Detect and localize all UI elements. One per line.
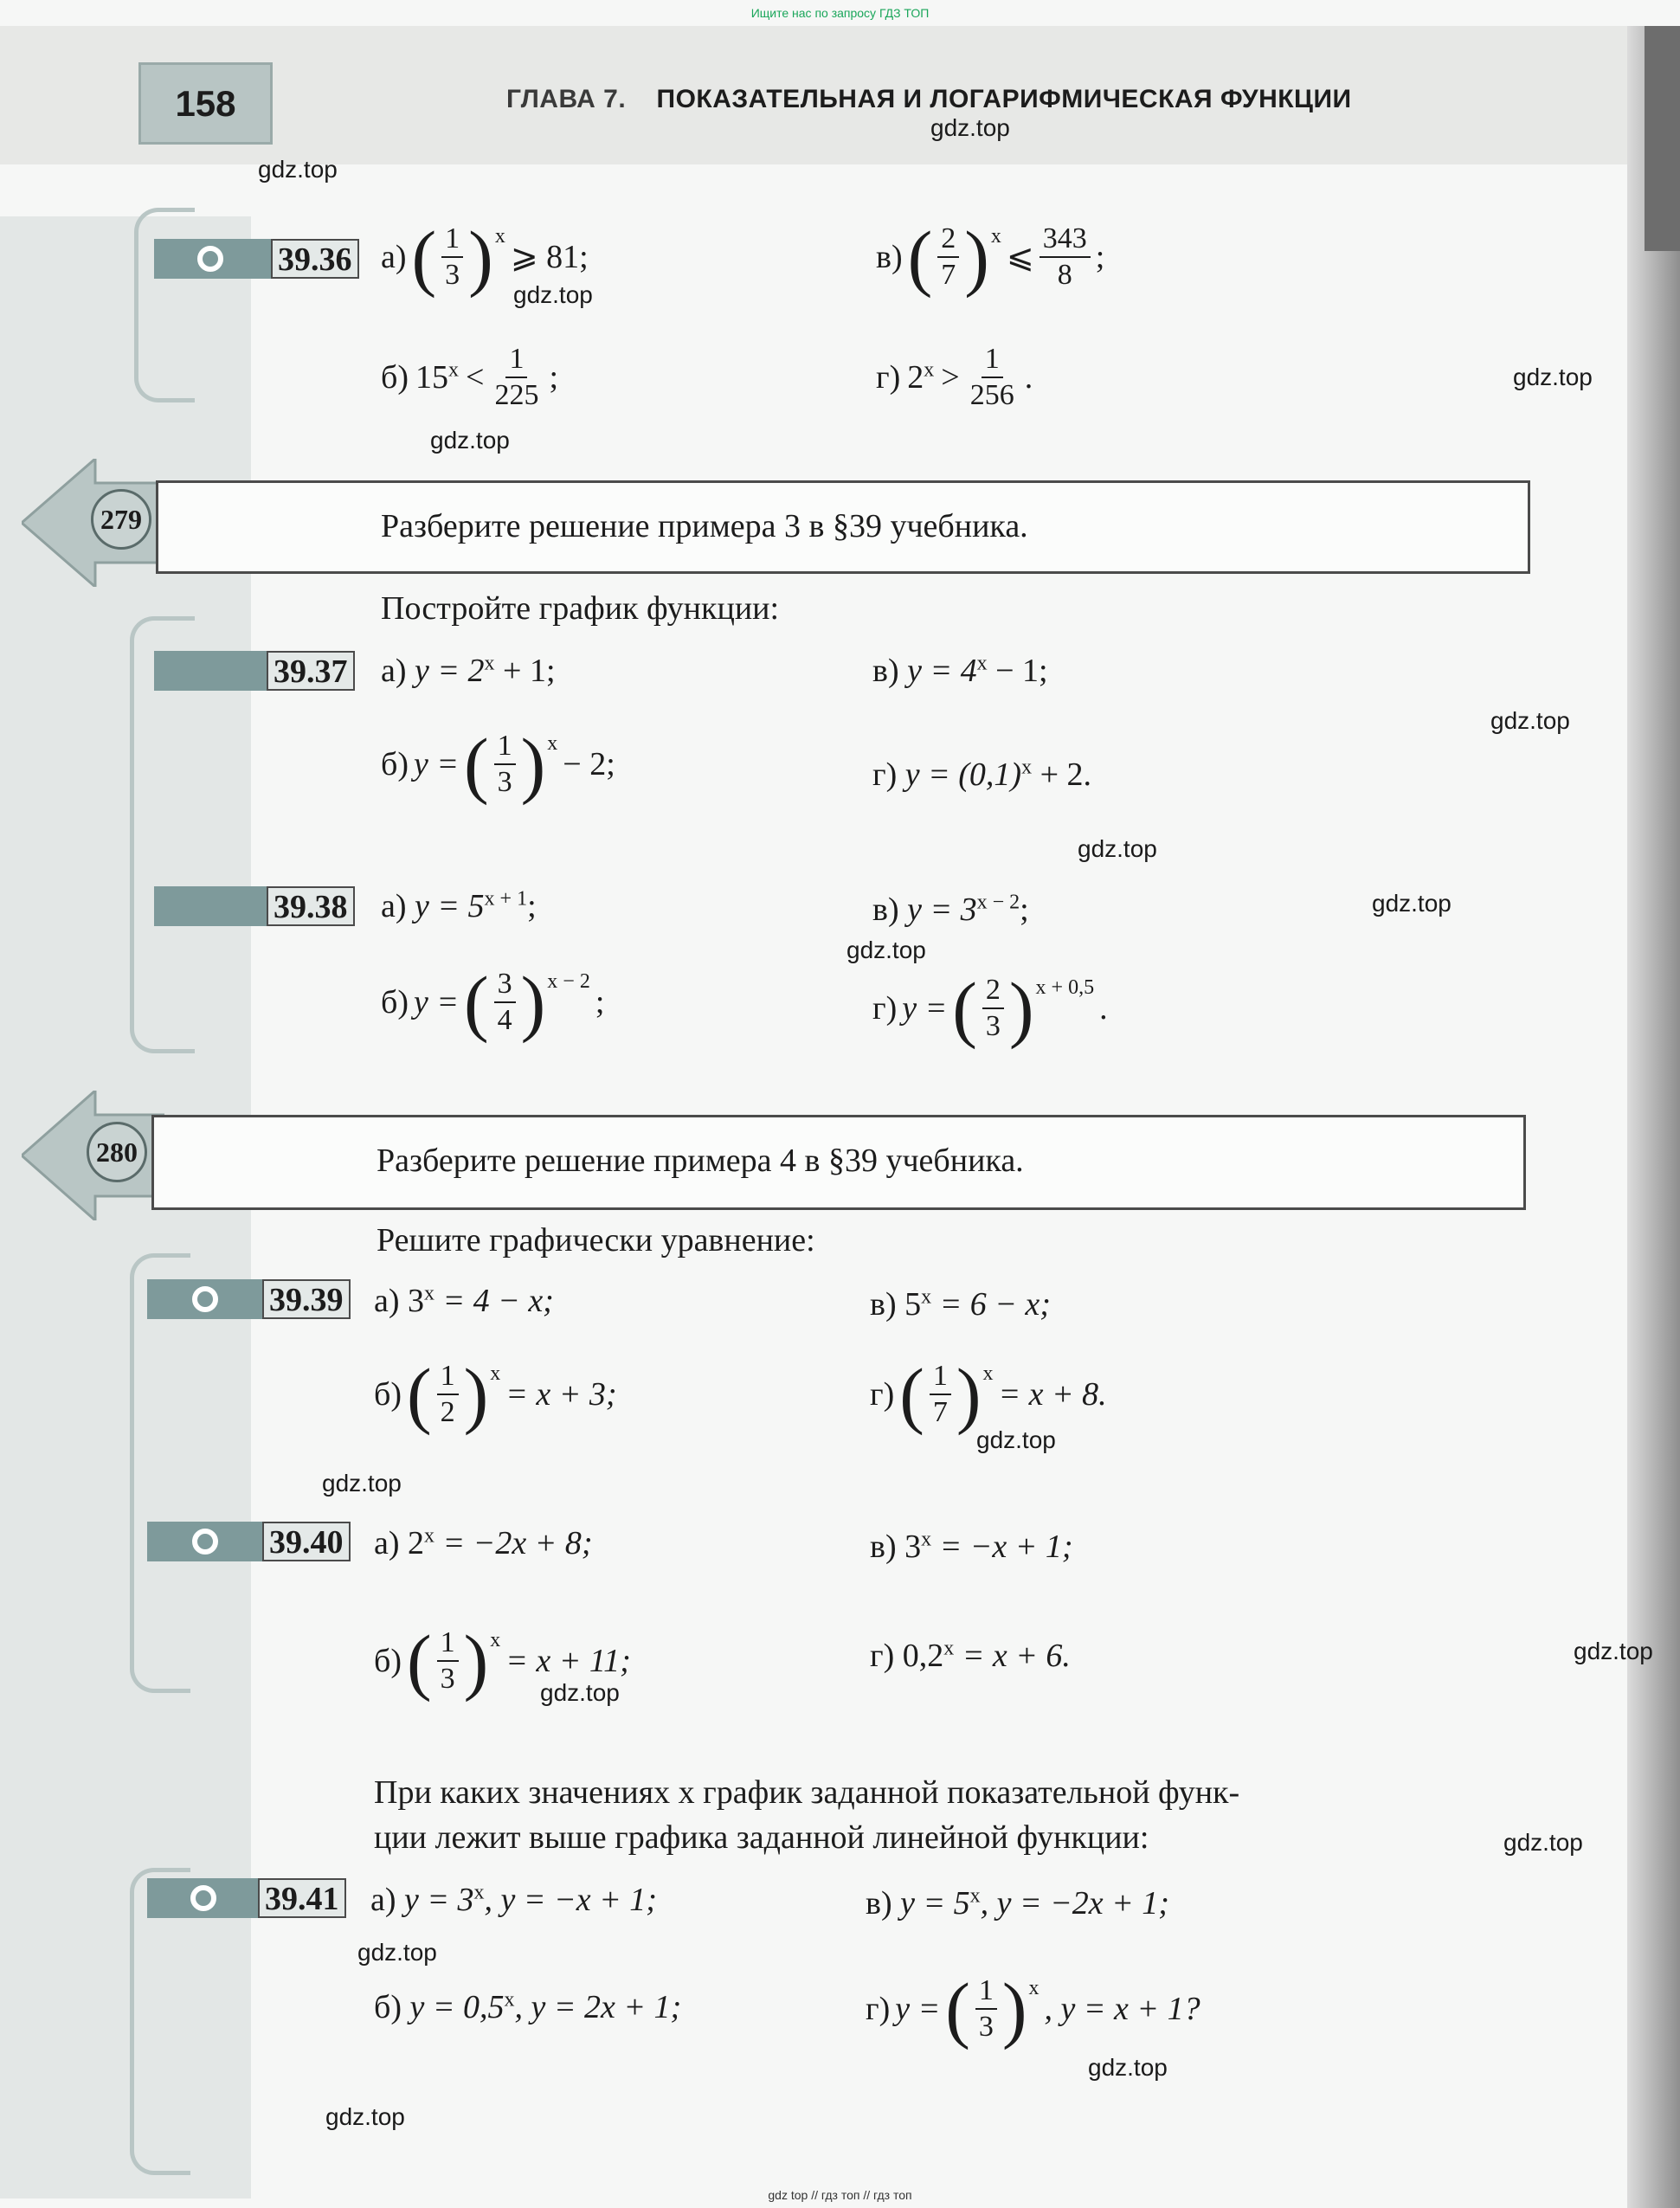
page-edge-dark [1645, 26, 1680, 251]
instruction: При каких значениях x график заданной показательной функ- [374, 1774, 1240, 1811]
expression: + 1; [494, 653, 556, 689]
item-label: в) [870, 1286, 897, 1323]
exponent: x [473, 1881, 485, 1904]
expression: = 4 − x; [434, 1283, 554, 1319]
expression: y = [895, 1991, 941, 2027]
item-label: б) [374, 1376, 402, 1413]
expression: , y = −x + 1; [484, 1882, 657, 1918]
exercise-3939-a [374, 1281, 554, 1321]
expression: = x + 8. [998, 1376, 1107, 1413]
exercise-number: 39.40 [262, 1522, 351, 1561]
item-label: г) [870, 1376, 895, 1413]
exercise-3940-v [870, 1527, 1073, 1567]
watermark: gdz.top [322, 1470, 402, 1497]
fraction-numerator: 3 [494, 967, 516, 1003]
watermark: gdz.top [513, 281, 593, 308]
fraction-denominator: 4 [497, 1004, 512, 1036]
watermark: gdz.top [325, 2103, 405, 2130]
expression: = x + 3; [505, 1376, 617, 1413]
exercise-number: 39.38 [267, 886, 355, 926]
search-banner: Ищите нас по запросу ГДЗ ТОП [750, 6, 930, 20]
exercise-number: 39.37 [267, 651, 355, 691]
expression: y = [414, 984, 460, 1020]
instruction: Решите графически уравнение: [377, 1222, 815, 1258]
fraction-denominator: 2 [440, 1396, 455, 1428]
watermark: gdz.top [1513, 364, 1593, 390]
item-label: в) [866, 1885, 892, 1922]
fraction-numerator: 1 [975, 1973, 997, 2010]
expression: , y = −2x + 1; [980, 1885, 1169, 1922]
section-badge: 280 [87, 1122, 147, 1182]
exercise-3941-v [866, 1883, 1169, 1923]
punctuation: ; [1095, 239, 1105, 275]
instruction: Постройте график функции: [381, 590, 780, 627]
expression: ; [527, 888, 537, 924]
fraction-denominator: 3 [497, 766, 512, 798]
exercise-3940-a [374, 1523, 592, 1563]
expression: y = 0,5 [409, 1989, 505, 2025]
expression: y = [414, 746, 460, 782]
expression: y = (0,1) [904, 756, 1022, 793]
fraction-denominator: 3 [445, 259, 460, 291]
expression: , y = 2x + 1; [514, 1989, 682, 2025]
watermark: gdz.top [976, 1426, 1056, 1453]
chapter-label: ГЛАВА 7. [506, 85, 627, 113]
exponent: x [424, 1282, 435, 1305]
exponent: x [976, 652, 988, 675]
fraction-numerator: 2 [982, 973, 1004, 1009]
exponent: x − 2 [976, 891, 1020, 914]
expression: = 6 − x; [931, 1286, 1051, 1323]
expression: . [1099, 990, 1108, 1027]
exponent: x [504, 1988, 515, 2012]
exercise-3939-g: г) ( $\frac{1}{7}$ ) x = x + 8. [870, 1353, 1107, 1436]
watermark: gdz.top [357, 1939, 437, 1966]
fraction-denominator: 7 [932, 1396, 948, 1428]
chapter-heading [506, 85, 1352, 114]
item-label: г) [872, 990, 898, 1027]
expression: y = 5 [900, 1885, 970, 1922]
watermark: gdz.top [1490, 707, 1570, 734]
exercise-bar [154, 651, 267, 691]
punctuation: . [1024, 359, 1033, 396]
exercise-number: 39.41 [258, 1878, 346, 1918]
watermark: gdz.top [1078, 835, 1157, 862]
watermark: gdz.top [1372, 890, 1451, 917]
item-label: а) [381, 888, 407, 924]
item-label: а) [374, 1525, 400, 1561]
fraction-numerator: 343 [1040, 222, 1091, 258]
fraction-denominator: 225 [494, 379, 539, 411]
item-label: в) [872, 892, 899, 928]
expression: 5 [904, 1286, 922, 1323]
exponent: x + 1 [484, 887, 528, 911]
exponent: x [1021, 756, 1033, 779]
exponent: x [921, 1528, 932, 1551]
exercise-3936-v: в) ( $\frac{2}{7}$ ) x ⩽ $\frac{343}{8}$ ; [876, 216, 1105, 299]
expression: = −2x + 8; [434, 1525, 593, 1561]
item-label: а) [370, 1882, 396, 1918]
expression: 0,2 [902, 1638, 944, 1674]
base: 15 [415, 359, 448, 396]
exercise-3937-a [381, 651, 556, 691]
fraction-numerator: 1 [437, 1625, 459, 1662]
expression: y = [902, 990, 948, 1027]
exercise-3939-b: б) ( $\frac{1}{2}$ ) x = x + 3; [374, 1353, 617, 1436]
expression: = −x + 1; [931, 1529, 1073, 1565]
chapter-title: ПОКАЗАТЕЛЬНАЯ И ЛОГАРИФМИЧЕСКАЯ ФУНКЦИИ [656, 85, 1352, 113]
watermark: gdz.top [1088, 2054, 1168, 2081]
instruction: ции лежит выше графика заданной линейной функции: [374, 1819, 1149, 1856]
section-badge: 279 [91, 489, 151, 550]
fraction-denominator: 3 [985, 1010, 1001, 1042]
exponent: x [424, 1524, 435, 1548]
page-number: 158 [175, 83, 236, 124]
item-label: б) [381, 984, 409, 1020]
exercise-3937-g [872, 755, 1091, 795]
relation: < [466, 359, 485, 396]
inequality-rhs: ⩾ 81; [510, 239, 589, 275]
item-label: в) [872, 653, 899, 689]
fraction-numerator: 1 [505, 342, 527, 378]
expression: ; [1020, 892, 1029, 928]
item-label: б) [374, 1989, 402, 2025]
exponent: x [484, 652, 495, 675]
base: 2 [907, 359, 924, 396]
exercise-3939-v [870, 1284, 1051, 1324]
fraction-numerator: 1 [441, 222, 463, 258]
item-label: б) [374, 1643, 402, 1679]
fraction-numerator: 2 [937, 222, 959, 258]
relation: > [941, 359, 960, 396]
expression: y = 3 [907, 892, 977, 928]
exercise-3938-a [381, 886, 537, 926]
item-label: г) [876, 359, 901, 396]
exponent: x [969, 1884, 981, 1908]
item-label: а) [374, 1283, 400, 1319]
section-text: Разберите решение примера 4 в §39 учебника. [377, 1143, 1024, 1179]
expression: = x + 6. [954, 1638, 1071, 1674]
circle-marker-icon [192, 1286, 218, 1312]
item-label: б) [381, 746, 409, 782]
relation: ⩽ [1006, 239, 1034, 275]
exercise-3937-b: б) y = ( $\frac{1}{3}$ ) x − 2; [381, 723, 615, 806]
exercise-bar [154, 886, 267, 926]
group-bracket [134, 208, 195, 402]
expression: 3 [904, 1529, 922, 1565]
fraction-denominator: 8 [1057, 259, 1072, 291]
expression: y = 2 [415, 653, 485, 689]
exercise-3940-g [870, 1636, 1071, 1676]
exercise-3938-g: г) y = ( $\frac{2}{3}$ ) x + 0,5 . [872, 967, 1108, 1050]
watermark: gdz.top [930, 114, 1010, 141]
exercise-3936-b [381, 342, 558, 413]
exercise-3941-b [374, 1987, 681, 2027]
expression: = x + 11; [505, 1643, 631, 1679]
exercise-number: 39.36 [271, 239, 359, 279]
exercise-3938-v [872, 890, 1029, 930]
fraction-numerator: 1 [982, 342, 1003, 378]
watermark: gdz.top [846, 937, 926, 963]
exercise-3936-a: а) ( $\frac{1}{3}$ ) x ⩾ 81; [381, 216, 589, 299]
expression: 3 [408, 1283, 425, 1319]
watermark: gdz.top [258, 156, 338, 183]
expression: y = 3 [404, 1882, 474, 1918]
page-edge-shadow [1627, 26, 1680, 2208]
exercise-3941-a [370, 1880, 657, 1920]
fraction-denominator: 256 [969, 379, 1014, 411]
item-label: а) [381, 653, 407, 689]
watermark: gdz.top [1574, 1638, 1653, 1664]
punctuation: ; [549, 359, 558, 396]
exercise-3941-g: г) y = ( $\frac{1}{3}$ ) x , y = x + 1? [866, 1967, 1200, 2050]
expression: y = 4 [907, 653, 977, 689]
circle-marker-icon [192, 1529, 218, 1555]
circle-marker-icon [190, 1885, 216, 1911]
fraction-numerator: 1 [437, 1359, 459, 1395]
group-bracket [130, 1253, 190, 1693]
expression: + 2. [1032, 756, 1092, 793]
circle-marker-icon [197, 246, 223, 272]
exponent: x [448, 358, 459, 382]
footer: gdz top // гдз топ // гдз топ [768, 2188, 912, 2202]
exercise-3940-b: б) ( $\frac{1}{3}$ ) x = x + 11; [374, 1619, 631, 1703]
section-text: Разберите решение примера 3 в §39 учебника. [381, 508, 1028, 544]
item-label: г) [872, 756, 898, 793]
expression: 2 [408, 1525, 425, 1561]
item-label: г) [866, 1991, 891, 2027]
expression: ; [595, 984, 605, 1020]
item-label: в) [870, 1529, 897, 1565]
expression: − 1; [987, 653, 1048, 689]
exercise-3938-b: б) y = ( $\frac{3}{4}$ ) x − 2 ; [381, 961, 605, 1044]
expression: − 2; [563, 746, 615, 782]
item-label: в) [876, 239, 903, 275]
watermark: gdz.top [1503, 1829, 1583, 1856]
watermark: gdz.top [540, 1679, 620, 1706]
item-label: а) [381, 239, 407, 275]
exponent: x [943, 1637, 955, 1660]
expression: y = 5 [415, 888, 485, 924]
fraction-denominator: 3 [978, 2011, 994, 2043]
item-label: г) [870, 1638, 895, 1674]
exercise-number: 39.39 [262, 1279, 351, 1319]
item-label: б) [381, 359, 409, 396]
fraction-denominator: 3 [440, 1663, 455, 1695]
expression: , y = x + 1? [1044, 1991, 1200, 2027]
exercise-3936-g [876, 342, 1033, 413]
exponent: x [924, 358, 935, 382]
fraction-numerator: 1 [494, 729, 516, 765]
fraction-denominator: 7 [941, 259, 956, 291]
exercise-3937-v [872, 651, 1048, 691]
exponent: x [921, 1285, 932, 1309]
watermark: gdz.top [430, 427, 510, 454]
fraction-numerator: 1 [930, 1359, 951, 1395]
